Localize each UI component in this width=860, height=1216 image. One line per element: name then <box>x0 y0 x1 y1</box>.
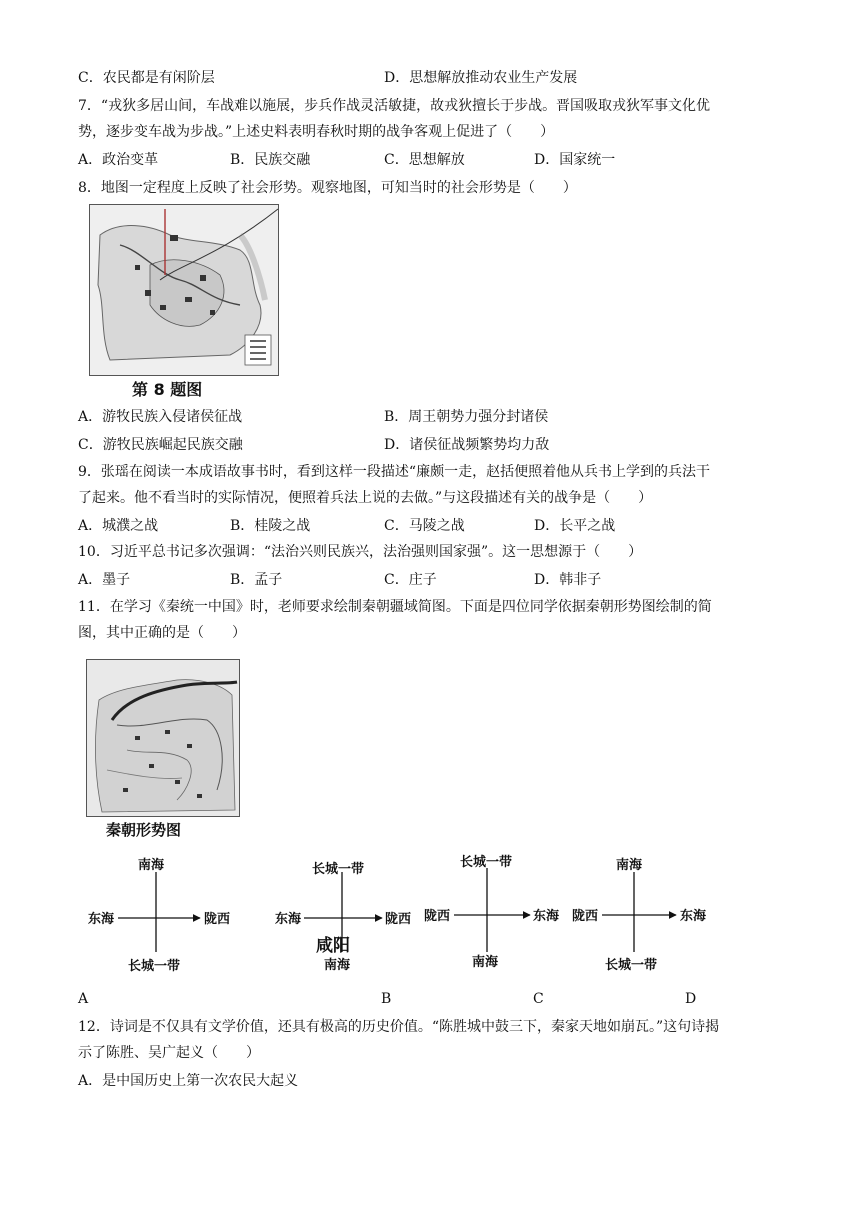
q9-stem-line1: 9．张瑶在阅读一本成语故事书时，看到这样一段描述“廉颇一走，赵括便照着他从兵书上学到的兵法干 <box>78 464 711 480</box>
q6-option-d: D．思想解放推动农业生产发展 <box>384 70 578 86</box>
diagram-d-left: 陇西 <box>572 909 599 924</box>
q7-option-d: D．国家统一 <box>534 152 616 168</box>
q11-option-diagrams <box>78 852 778 982</box>
q7-stem-line1: 7．“戎狄多居山间，车战难以施展，步兵作战灵活敏捷，故戎狄擅长于步战。晋国吸取戎狄军事文化优 <box>78 98 711 114</box>
q10-option-d: D．韩非子 <box>534 572 602 588</box>
q11-label-d: D <box>685 991 697 1007</box>
q7-option-a: A．政治变革 <box>78 152 159 168</box>
q11-label-c: C <box>533 991 544 1007</box>
q10-option-b: B．孟子 <box>230 572 283 588</box>
q9-stem-line2: 了起来。他不看当时的实际情况，便照着兵法上说的去做。”与这段描述有关的战争是（ ） <box>78 490 653 506</box>
diagram-a-bottom: 长城一带 <box>128 959 181 974</box>
diagram-a <box>88 857 230 974</box>
q9-option-c: C．马陵之战 <box>384 518 465 534</box>
diagram-a-right: 陇西 <box>204 912 231 927</box>
diagram-c-top: 长城一带 <box>460 855 513 870</box>
q11-label-b: B <box>381 991 392 1007</box>
q11-map-caption: 秦朝形势图 <box>106 821 182 839</box>
q7-option-b: B．民族交融 <box>230 152 311 168</box>
q10-option-a: A．墨子 <box>78 572 131 588</box>
q8-map-caption: 第 8 题图 <box>132 380 203 399</box>
q11-qin-map-drawing <box>87 660 239 816</box>
diagram-d-top: 南海 <box>616 858 643 873</box>
diagram-d-right: 东海 <box>680 909 707 924</box>
diagram-b <box>275 861 411 973</box>
q12-stem-line1: 12．诗词是不仅具有文学价值，还具有极高的历史价值。“陈胜城中鼓三下，秦家天地如崩瓦。”这句诗揭 <box>78 1019 720 1035</box>
diagram-b-bottom: 南海 <box>324 958 351 973</box>
diagram-c <box>424 854 560 970</box>
q12-option-a: A．是中国历史上第一次农民大起义 <box>78 1073 299 1089</box>
q8-option-d: D．诸侯征战频繁势均力敌 <box>384 437 550 453</box>
q11-stem-line2: 图，其中正确的是（ ） <box>78 625 246 641</box>
q8-option-c: C．游牧民族崛起民族交融 <box>78 437 243 453</box>
diagram-b-top: 长城一带 <box>312 862 365 877</box>
q12-stem-line2: 示了陈胜、吴广起义（ ） <box>78 1045 260 1061</box>
q8-option-a: A．游牧民族入侵诸侯征战 <box>78 409 243 425</box>
q8-option-b: B．周王朝势力强分封诸侯 <box>384 409 549 425</box>
q9-option-a: A．城濮之战 <box>78 518 159 534</box>
q10-stem: 10．习近平总书记多次强调：“法治兴则民族兴，法治强则国家强”。这一思想源于（ ） <box>78 544 643 560</box>
diagram-b-right: 陇西 <box>385 912 412 927</box>
q11-stem-line1: 11．在学习《秦统一中国》时，老师要求绘制秦朝疆域简图。下面是四位同学依据秦朝形势图绘制的简 <box>78 599 712 615</box>
q9-option-d: D．长平之战 <box>534 518 616 534</box>
q11-label-a: A <box>78 991 89 1007</box>
q8-map-drawing <box>90 205 278 375</box>
q11-qin-map-image <box>86 659 240 817</box>
diagram-a-top: 南海 <box>138 858 165 873</box>
diagram-d-bottom: 长城一带 <box>605 958 658 973</box>
q8-stem: 8．地图一定程度上反映了社会形势。观察地图，可知当时的社会形势是（ ） <box>78 180 577 196</box>
q6-option-c: C．农民都是有闲阶层 <box>78 70 215 86</box>
q7-option-c: C．思想解放 <box>384 152 465 168</box>
q8-map-image <box>89 204 279 376</box>
q7-stem-line2: 势，逐步变车战为步战。”上述史料表明春秋时期的战争客观上促进了（ ） <box>78 124 555 140</box>
diagram-c-right: 东海 <box>533 909 560 924</box>
diagram-b-left: 东海 <box>275 912 302 927</box>
q9-option-b: B．桂陵之战 <box>230 518 311 534</box>
diagram-d <box>572 857 707 973</box>
q10-option-c: C．庄子 <box>384 572 437 588</box>
diagram-a-left: 东海 <box>88 912 115 927</box>
diagram-b-center: 咸阳 <box>316 936 350 956</box>
diagram-c-left: 陇西 <box>424 909 451 924</box>
diagram-c-bottom: 南海 <box>472 955 499 970</box>
